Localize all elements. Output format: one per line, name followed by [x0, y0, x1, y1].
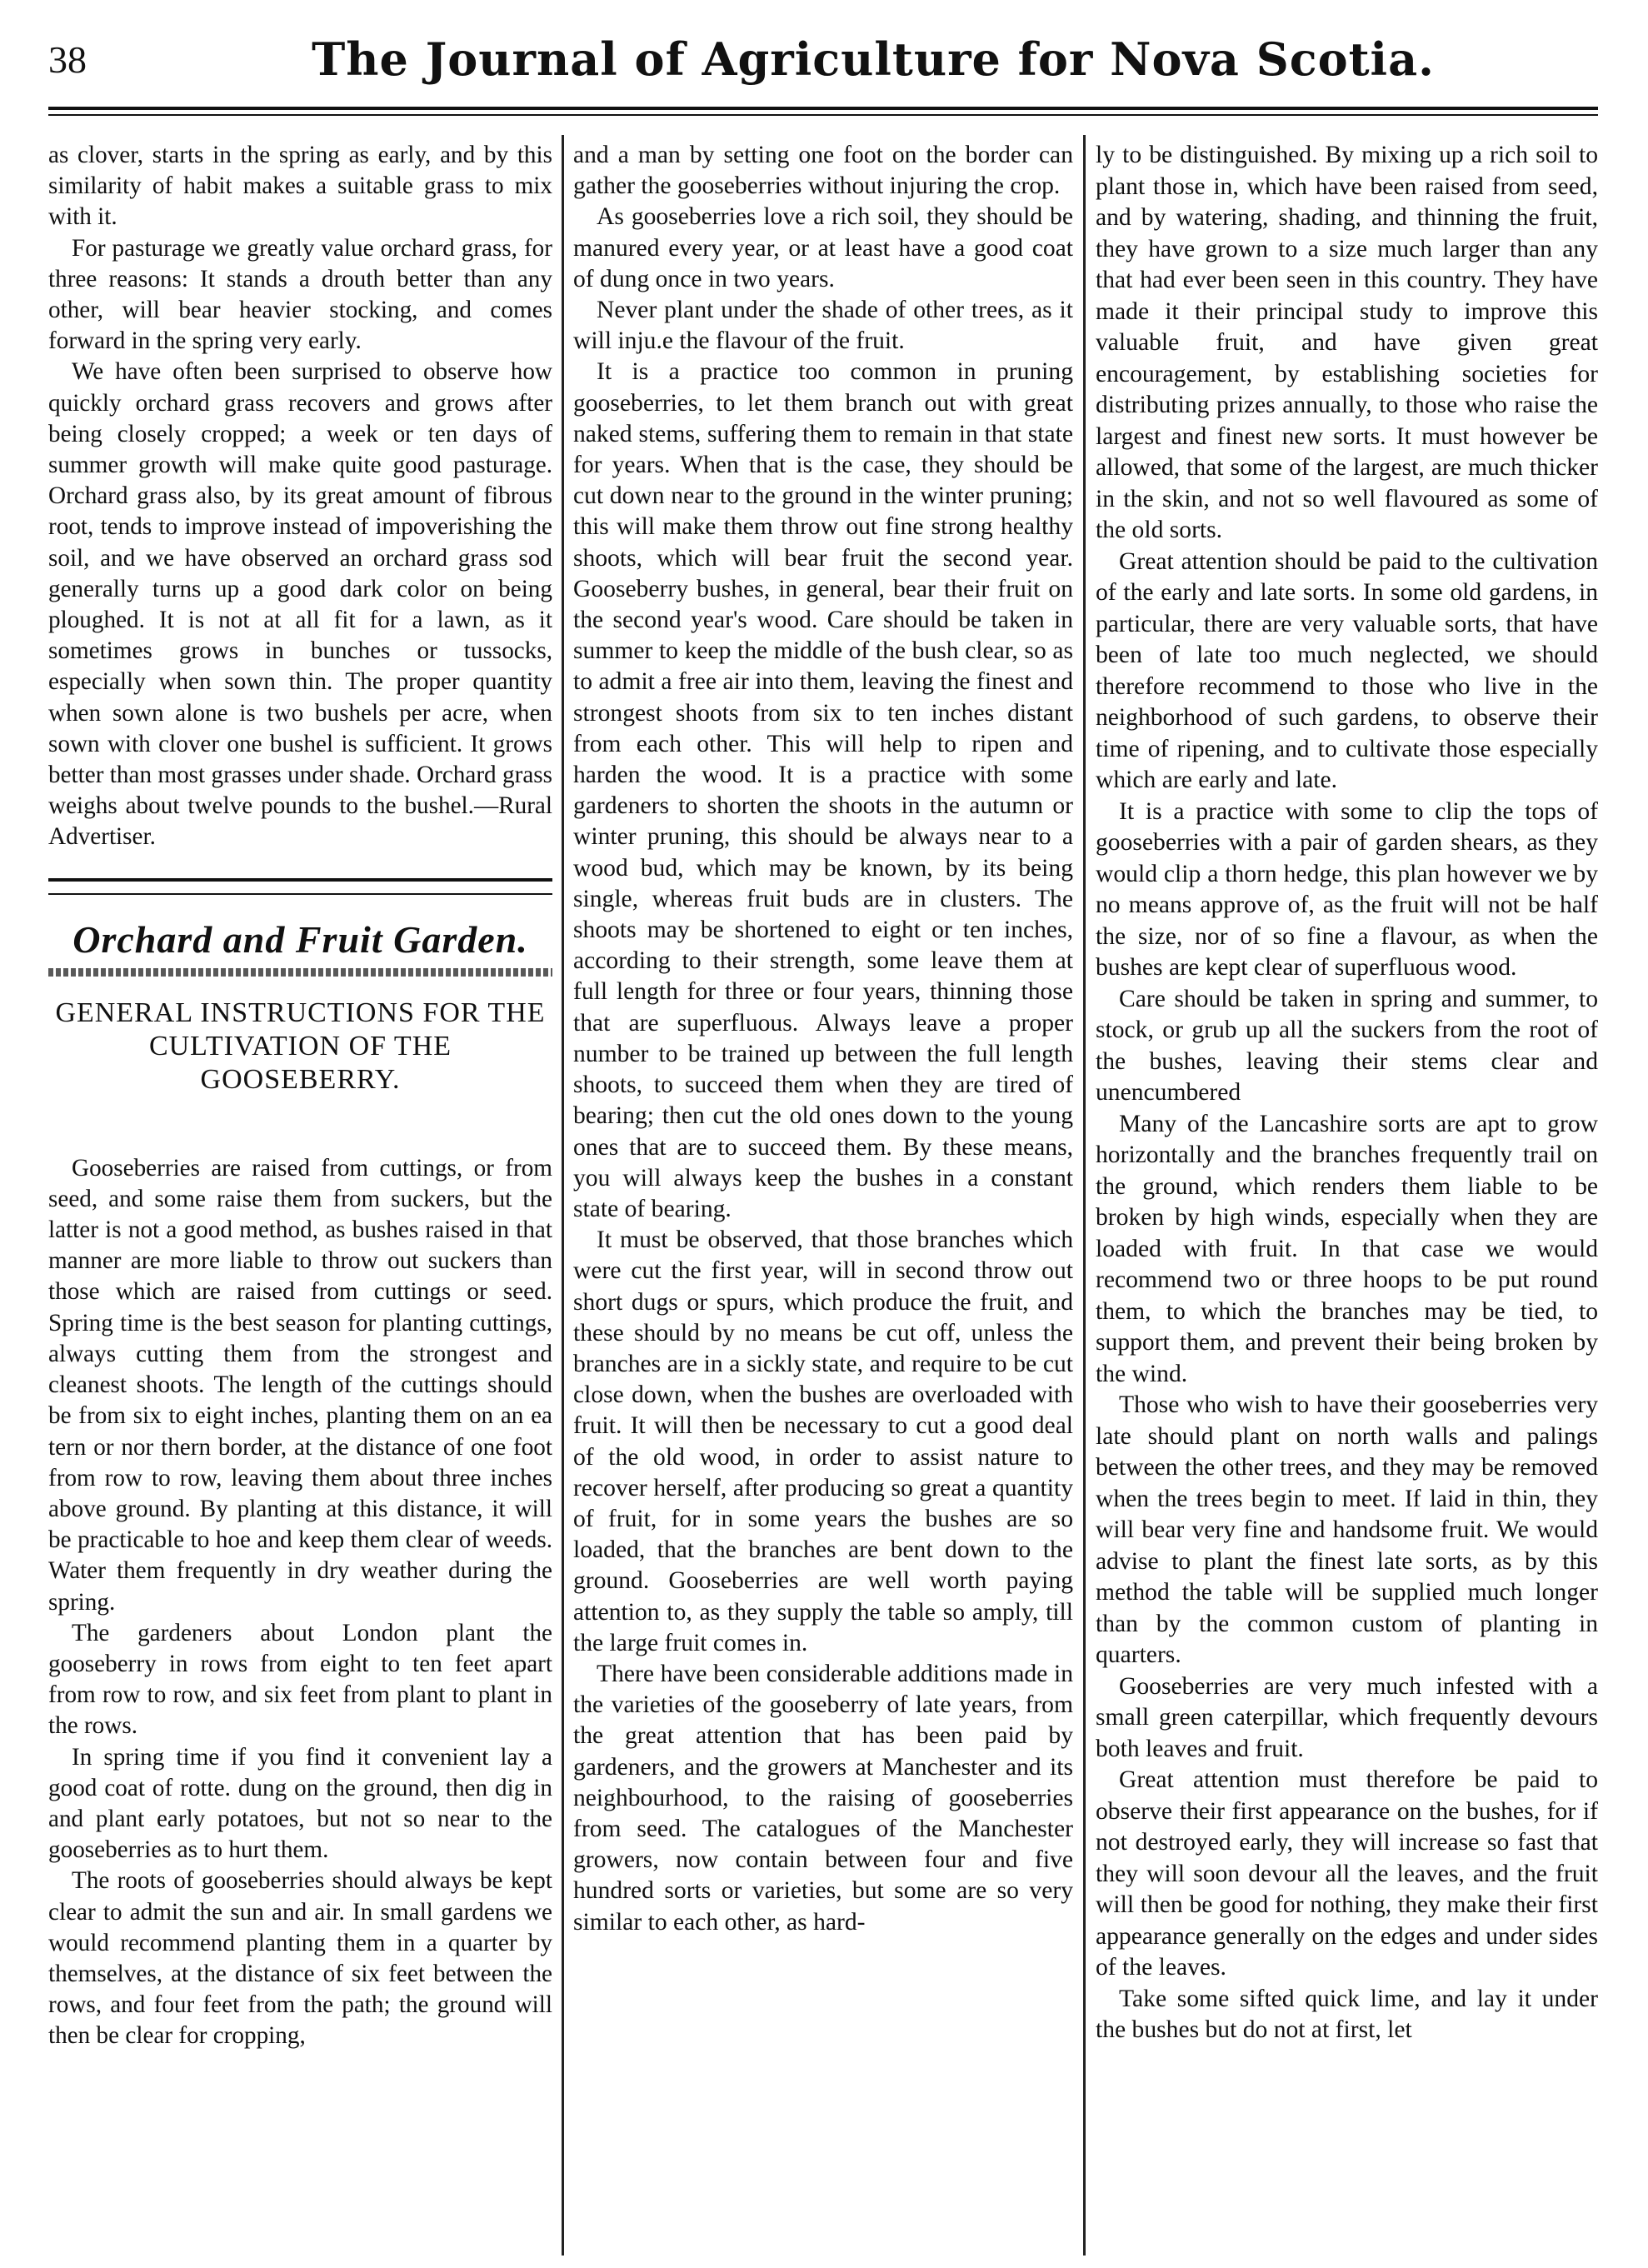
header-rule-top: [48, 107, 1598, 110]
paragraph: Those who wish to have their gooseberries very late should plant on north walls and palings between the other trees, and they may be removed when the trees begin to meet. If laid in thin, they will bear very fine and handsome fruit. We would advise to plant the finest late sorts, as by this method the table will be supplied much longer than by the common custom of planting in quarters.: [1096, 1391, 1598, 1668]
article-heading: GENERAL INSTRUCTIONS FOR THE CULTIVATION OF THE GOOSEBERRY.: [55, 997, 546, 1095]
section-title: Orchard and Fruit Garden.: [72, 917, 528, 961]
column-divider-2: [1083, 135, 1086, 2256]
paragraph: Great attention must therefore be paid to observe their first appearance on the bushes, for if not destroyed early, they will increase so fast that they will soon devour all the leaves, and the fruit will then be good for nothing, they make their first appearance generally on the edges and under sides of the leaves.: [1096, 1766, 1598, 1981]
paragraph: and a man by setting one foot on the border can gather the gooseberries without injuring the crop.: [573, 142, 1073, 200]
column-divider-1: [562, 135, 564, 2256]
ornamental-rule: [48, 968, 552, 977]
paragraph: It is a practice with some to clip the tops of gooseberries with a pair of garden shears, as they would clip a thorn hedge, this plan however we by no means approve of, as the fruit will not be half the size, nor of so fine a flavour, as when the bushes are kept clear of superfluous wood.: [1096, 797, 1598, 981]
page-header: [48, 32, 1598, 98]
paragraph: ly to be distinguished. By mixing up a rich soil to plant those in, which have been raised from seed, and by watering, shading, and thinning the fruit, they have grown to a size much larger than any that had ever been seen in this country. They have made it their principal study to improve this valuable fruit, and have given great encouragement, by establishing societies for distributing prizes annually, to those who raise the largest and finest new sorts. It must however be allowed, that some of the largest, are much thicker in the skin, and not so well flavoured as some of the old sorts.: [1096, 142, 1598, 543]
paragraph: We have often been surprised to observe how quickly orchard grass recovers and grows after being closely cropped; a week or ten days of summer growth will make quite good pasturage. Orchard grass also, by its great amount of fibrous root, tends to improve instead of impoverishing the soil, and we have observed an orchard grass sod generally turns up a good dark color on being ploughed. It is not at all fit for a lawn, as it sometimes grows in bunches or tussocks, especially when sown thin. The proper quantity when sown alone is two bushels per acre, when sown with clover one bushel is sufficient. It grows better than most grasses under shade. Orchard grass weighs about twelve pounds to the bushel.—Rural Advertiser.: [48, 358, 552, 851]
paragraph: The roots of gooseberries should always be kept clear to admit the sun and air. In small gardens we would recommend planting them in a quarter by themselves, at the distance of six feet between the rows, and four feet from the path; the ground will then be clear for cropping,: [48, 1867, 552, 2050]
paragraph: For pasturage we greatly value orchard grass, for three reasons: It stands a drouth better than any other, will bear heavier stocking, and comes forward in the spring very early.: [48, 234, 552, 355]
paragraph: Gooseberries are very much infested with a small green caterpillar, which frequently devours both leaves and fruit.: [1096, 1672, 1598, 1762]
paragraph: There have been considerable additions made in the varieties of the gooseberry of late years, from the great attention that has been paid by gardeners, and the growers at Manchester and its neighbourhood, to the raising of gooseberries from seed. The catalogues of the Manchester growers, now contain between four and five hundred sorts or varieties, but some are so very similar to each other, as hard-: [573, 1660, 1073, 1936]
section-divider: [48, 878, 552, 895]
journal-title: The Journal of Agriculture for Nova Scotia.: [312, 32, 1435, 86]
header-rule-bottom: [48, 114, 1598, 116]
paragraph: In spring time if you find it convenient lay a good coat of rotte. dung on the ground, then dig in and plant early potatoes, but not so near to the gooseberries as to hurt them.: [48, 1743, 552, 1864]
paragraph: Many of the Lancashire sorts are apt to grow horizontally and the branches frequently trail on the ground, which renders them liable to be broken by high winds, especially when they are loaded with fruit. In that case we would recommend two or three hoops to be put round them, to which the branches may be tied, to support them, and prevent their being broken by the wind.: [1096, 1110, 1598, 1387]
paragraph: The gardeners about London plant the gooseberry in rows from eight to ten feet apart from row to row, and six feet from plant to plant in the rows.: [48, 1619, 552, 1740]
paragraph: Care should be taken in spring and summer, to stock, or grub up all the suckers from the root of the bushes, leaving their stems clear and unencumbered: [1096, 985, 1598, 1106]
column-3: [1096, 140, 1598, 2248]
paragraph: Never plant under the shade of other trees, as it will inju.e the flavour of the fruit.: [573, 297, 1073, 355]
paragraph: It is a practice too common in pruning gooseberries, to let them branch out with great naked stems, suffering them to remain in that state for years. When that is the case, they should be cut down near to the ground in the winter pruning; this will make them throw out fine strong healthy shoots, which will bear fruit the second year. Gooseberry bushes, in general, bear their fruit on the second year's wood. Care should be taken in summer to keep the middle of the bush clear, so as to admit a free air into them, leaving the finest and strongest shoots from six to ten inches distant from each other. This will help to ripen and harden the wood. It is a practice with some gardeners to shorten the shoots in the autumn or winter pruning, this should be always near to a wood bud, which may be known, by its being single, whereas fruit buds are in clusters. The shoots may be shortened to eight or ten inches, according to their strength, some leave them at full length for three or four years, thinning those that are superfluous. Always leave a proper number to be trained up between the full length shoots, to succeed them when they are tired of bearing; then cut the old ones down to the young ones that are to succeed them. By these means, you will always keep the bushes in a constant state of bearing.: [573, 358, 1073, 1222]
paragraph: Take some sifted quick lime, and lay it under the bushes but do not at first, let: [1096, 1985, 1598, 2043]
page-number: 38: [48, 38, 87, 81]
paragraph: Gooseberries are raised from cuttings, or from seed, and some raise them from suckers, but the latter is not a good method, as bushes raised in that manner are more liable to throw out suckers than those which are raised from cuttings or seed. Spring time is the best season for planting cuttings, always cutting them from the strongest and cleanest shoots. The length of the cuttings should be from six to eight inches, planting them on an ea tern or nor thern border, at the distance of one foot from row to row, leaving them about three inches above ground. By planting at this distance, it will be practicable to hoe and keep them clear of weeds. Water them frequently in dry weather during the spring.: [48, 1154, 552, 1616]
column-1: [48, 140, 552, 2248]
paragraph: It must be observed, that those branches which were cut the first year, will in second throw out short dugs or spurs, which produce the fruit, and these should by no means be cut off, unless the branches are in a sickly state, and require to be cut close down, when the bushes are overloaded with fruit. It will then be necessary to cut a good deal of the old wood, in order to assist nature to recover herself, after producing so great a quantity of fruit, for in some years the bushes are so loaded, that the branches are bent down to the ground. Gooseberries are well worth paying attention to, as they supply the table so amply, till the large fruit comes in.: [573, 1226, 1073, 1656]
paragraph: As gooseberries love a rich soil, they should be manured every year, or at least have a good coat of dung once in two years.: [573, 203, 1073, 292]
paragraph: as clover, starts in the spring as early, and by this similarity of habit makes a suitable grass to mix with it.: [48, 142, 552, 231]
column-2: [573, 140, 1073, 2248]
paragraph: Great attention should be paid to the cultivation of the early and late sorts. In some old gardens, in particular, there are very valuable sorts, that have been of late too much neglected, we should therefore recommend to those who live in the neighborhood of such gardens, to observe their time of ripening, and to cultivate those especially which are early and late.: [1096, 547, 1598, 793]
